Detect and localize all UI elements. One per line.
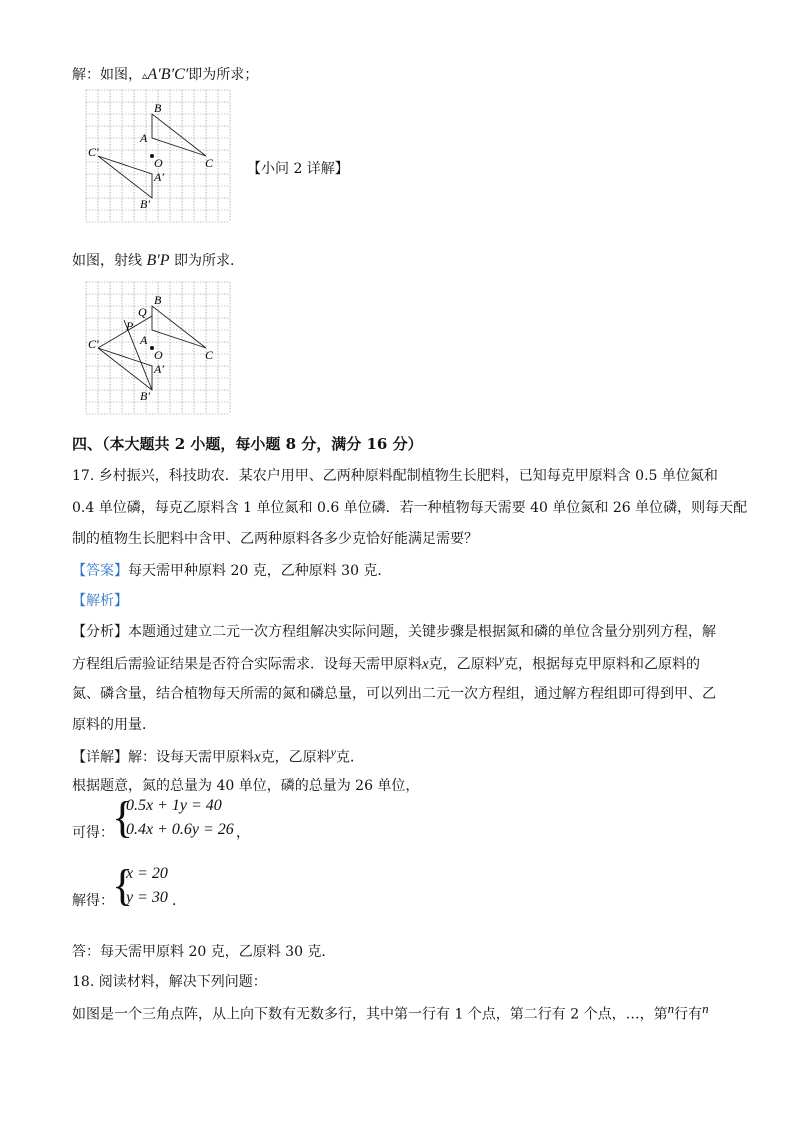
- q17-line-3: 制的植物生长肥料中含甲、乙两种原料各多少克恰好能满足需要？: [72, 531, 478, 547]
- label-o-2: O: [154, 348, 163, 362]
- analysis-line-4: 原料的用量．: [72, 717, 156, 733]
- left-brace-1: {: [112, 793, 134, 842]
- ray-line: [72, 250, 234, 270]
- analysis-line-3: 氮、磷含量，结合植物每天所需的氮和磷总量，可以列出二元一次方程组，通过解方程组即可得到甲、乙: [72, 686, 716, 702]
- triangle-apbpcp: [98, 156, 152, 198]
- detail-text-c: 克．: [336, 749, 364, 766]
- analysis-line-1: 【分析】本题通过建立二元一次方程组解决实际问题，关键步骤是根据氮和磷的单位含量分别列方程，解: [72, 624, 716, 640]
- label-c-prime: C′: [88, 145, 99, 159]
- analysis-line-2: [72, 652, 700, 674]
- final-answer: 答：每天需甲原料 20 克，乙原料 30 克．: [72, 944, 336, 960]
- left-brace-2: {: [112, 861, 134, 910]
- sub2-heading: 【小问 2 详解】: [247, 161, 349, 177]
- label-p: P: [126, 319, 134, 333]
- solve-label: 解得：: [72, 893, 114, 909]
- section-heading: 四、（本大题共 2 小题，每小题 8 分，满分 16 分）: [72, 435, 423, 453]
- analysis-text-b: 克，乙原料: [428, 656, 499, 673]
- triangle-name: A′B′C′: [147, 66, 189, 83]
- detail-line: [72, 745, 364, 767]
- triangle-symbol: ▵: [142, 69, 148, 82]
- answer-tag: 【答案】: [72, 563, 128, 579]
- equation-end: ，: [236, 825, 250, 841]
- var-x: x: [422, 656, 429, 673]
- var-y: y: [498, 652, 504, 666]
- detail-var-x: x: [254, 749, 261, 766]
- label-c-prime-2: C′: [88, 337, 99, 351]
- ray-prefix: 如图，射线: [72, 253, 147, 269]
- answer-text: 每天需甲种原料 20 克，乙种原料 30 克．: [128, 563, 392, 579]
- q18-text-b: 行有: [674, 1006, 703, 1023]
- analysis-tag: 【解析】: [72, 593, 128, 609]
- label-a-prime-2: A′: [154, 362, 164, 376]
- label-b: B: [154, 101, 162, 115]
- detail-text-a: 【详解】解：设每天需甲原料: [72, 749, 254, 766]
- analysis-text-a: 方程组后需验证结果是否符合实际需求．设每天需甲原料: [72, 656, 422, 673]
- intro-prefix: 解：如图，: [72, 67, 142, 83]
- var-n: n: [667, 1001, 675, 1016]
- analysis-text-c: 克，根据每克甲原料和乙原料的: [504, 656, 700, 673]
- context-line: 根据题意，氮的总量为 40 单位，磷的总量为 26 单位，: [72, 778, 420, 794]
- label-a-prime: A′: [154, 170, 164, 184]
- label-b-2: B: [154, 293, 162, 307]
- equation-2: 0.4x + 0.6y = 26: [126, 821, 234, 838]
- label-c: C: [205, 156, 214, 170]
- label-o: O: [154, 156, 163, 170]
- q17-line-2: 0.4 单位磷，每克乙原料含 1 单位氮和 0.6 单位磷．若一种植物每天需要 40 单位氮和 26 单位磷，则每天配: [72, 500, 748, 516]
- var-n-2: n: [702, 1001, 709, 1016]
- q18-line-2: [72, 1001, 709, 1024]
- triangle-abc: [152, 114, 206, 156]
- solution-1: x = 20: [126, 865, 168, 882]
- ray-name: B′P: [146, 252, 170, 269]
- label-b-prime-2: B′: [140, 389, 150, 403]
- detail-text-b: 克，乙原料: [260, 749, 331, 766]
- label-c-2: C: [205, 348, 214, 362]
- ray-suffix: 即为所求.: [169, 253, 235, 269]
- label-a: A: [140, 131, 148, 145]
- equation-1: 0.5x + 1y = 40: [126, 797, 222, 814]
- solution-2: y = 30: [126, 889, 168, 906]
- q18-text-a: 如图是一个三角点阵，从上向下数有无数多行，其中第一行有 1 个点，第二行有 2 个点，…，第: [72, 1006, 668, 1023]
- label-b-prime: B′: [140, 197, 150, 211]
- system-label: 可得：: [72, 825, 114, 841]
- q17-line-1: 17. 乡村振兴，科技助农．某农户用甲、乙两种原料配制植物生长肥料，已知每克甲原料含 0.5 单位氮和: [72, 468, 718, 484]
- figure-2: [84, 280, 234, 416]
- q18-line-1: 18. 阅读材料，解决下列问题：: [72, 974, 267, 990]
- figure-1: [84, 88, 234, 224]
- intro-line: [72, 64, 258, 84]
- answer-line: [72, 560, 391, 580]
- solution-end: ．: [172, 893, 186, 909]
- detail-var-y: y: [330, 745, 336, 759]
- intro-suffix: 即为所求；: [188, 67, 259, 83]
- label-a-2: A: [140, 333, 148, 347]
- label-q: Q: [138, 305, 147, 319]
